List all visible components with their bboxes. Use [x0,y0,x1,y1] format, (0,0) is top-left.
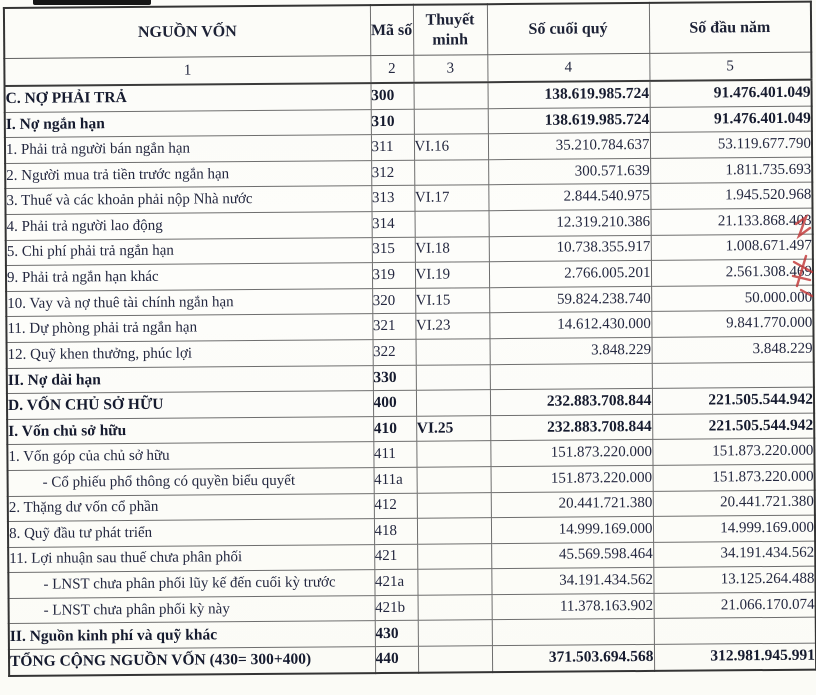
row-code: 440 [375,646,418,672]
row-end-quarter-value: 59.824.238.740 [489,286,651,313]
row-begin-year-value: 9.841.770.000 [651,310,813,337]
row-begin-year-value: 1.945.520.968 [650,183,812,210]
row-begin-year-value: 91.476.401.049 [650,106,812,133]
row-begin-year-value: 20.441.721.380 [653,490,815,517]
row-note [416,441,490,467]
row-note [415,211,489,237]
row-note [418,646,492,673]
row-begin-year-value: 151.873.220.000 [653,464,815,491]
row-note: VI.23 [415,313,489,339]
row-begin-year-value: 13.125.264.488 [653,566,815,593]
row-note [417,467,491,493]
row-end-quarter-value: 151.873.220.000 [491,465,653,492]
row-code: 421b [375,595,418,621]
row-end-quarter-value: 11.378.163.902 [492,593,654,620]
header-thuyet-minh: Thuyết minh [413,4,487,55]
row-code: 330 [373,365,416,391]
row-note: VI.25 [416,415,490,441]
row-code: 410 [373,416,416,442]
row-label: 11. Lợi nhuận sau thuế chưa phân phối [8,544,374,572]
balance-sheet-table-wrap [3,1,815,677]
row-begin-year-value: 34.191.434.562 [653,541,815,568]
row-begin-year-value: 312.981.945.991 [654,643,816,670]
row-begin-year-value: 221.505.544.942 [652,413,814,440]
row-begin-year-value: 2.561.308.469 [651,259,813,286]
row-code: 421 [374,544,417,570]
table-header-row [4,2,811,59]
row-end-quarter-value: 300.571.639 [488,158,650,185]
row-note [416,390,490,416]
row-note [418,620,492,646]
balance-sheet-table [3,1,816,677]
row-label: 2. Thặng dư vốn cổ phần [8,493,374,521]
row-end-quarter-value: 10.738.355.917 [489,235,651,262]
row-end-quarter-value [490,363,652,390]
row-end-quarter-value: 34.191.434.562 [491,568,653,595]
scan-artifact-bar [33,0,151,5]
row-note: VI.17 [414,185,488,211]
row-code: 314 [372,211,415,237]
row-note [416,339,490,365]
row-end-quarter-value: 151.873.220.000 [490,440,652,467]
row-label: 8. Quỹ đầu tư phát triển [8,519,374,547]
row-note: VI.19 [415,262,489,288]
row-label: 12. Quỹ khen thưởng, phúc lợi [7,340,373,368]
row-begin-year-value: 21.066.170.074 [654,592,816,619]
header-nguon-von: NGUỒN VỐN [4,5,370,58]
row-end-quarter-value: 138.619.985.724 [488,107,650,134]
row-label: I. Nợ ngắn hạn [5,109,371,137]
row-note: VI.16 [414,134,488,160]
row-end-quarter-value: 2.766.005.201 [489,261,651,288]
row-end-quarter-value: 35.210.784.637 [488,133,650,160]
column-index-4: 4 [487,53,649,82]
row-label: 1. Phải trả người bán ngắn hạn [5,135,371,163]
column-index-5: 5 [649,52,811,81]
row-label: II. Nguồn kinh phí và quỹ khác [9,621,375,649]
row-code: 421a [374,570,417,596]
row-begin-year-value: 3.848.229 [652,336,814,363]
column-index-1: 1 [4,56,370,86]
row-begin-year-value: 1.008.671.497 [651,234,813,261]
row-code: 311 [371,134,414,160]
row-begin-year-value: 21.133.868.403 [651,208,813,235]
row-begin-year-value: 1.811.735.693 [650,157,812,184]
row-code: 319 [372,262,415,288]
row-label: 10. Vay và nợ thuê tài chính ngắn hạn [6,288,372,316]
row-code: 412 [374,493,417,519]
row-begin-year-value: 221.505.544.942 [652,387,814,414]
header-so-cuoi-quy: Số cuối quý [487,3,649,55]
row-end-quarter-value: 45.569.598.464 [491,542,653,569]
row-label: - Cổ phiếu phổ thông có quyền biểu quyết [8,468,374,496]
row-begin-year-value [652,362,814,389]
row-begin-year-value: 50.000.000 [651,285,813,312]
row-end-quarter-value: 232.883.708.844 [490,414,652,441]
row-note [414,108,488,134]
row-label: II. Nợ dài hạn [7,365,373,393]
row-label: 2. Người mua trả tiền trước ngắn hạn [5,160,371,188]
row-label: 11. Dự phòng phải trả ngắn hạn [6,314,372,342]
row-end-quarter-value: 232.883.708.844 [490,389,652,416]
row-end-quarter-value: 20.441.721.380 [491,491,653,518]
row-end-quarter-value: 3.848.229 [490,337,652,364]
row-begin-year-value [654,618,816,645]
row-code: 322 [373,339,416,365]
row-note [414,82,488,109]
row-end-quarter-value: 2.844.540.975 [488,184,650,211]
row-label: I. Vốn chủ sở hữu [7,416,373,444]
row-note [418,595,492,621]
row-code: 430 [375,621,418,647]
row-begin-year-value: 14.999.169.000 [653,515,815,542]
row-code: 312 [371,160,414,186]
table-row [9,643,816,675]
row-code: 321 [372,314,415,340]
row-label: 1. Vốn góp của chủ sở hữu [7,442,373,470]
row-note [417,543,491,569]
row-label: 3. Thuế và các khoản phải nộp Nhà nước [5,186,371,214]
table-body [5,80,816,676]
row-label: 5. Chi phí phải trả ngắn hạn [6,237,372,265]
row-end-quarter-value: 12.319.210.386 [489,209,651,236]
row-begin-year-value: 91.476.401.049 [649,80,811,107]
row-end-quarter-value: 371.503.694.568 [492,644,654,671]
row-note [417,518,491,544]
header-ma-so: Mã số [370,5,413,56]
row-end-quarter-value [492,619,654,646]
row-code: 320 [372,288,415,314]
row-code: 400 [373,390,416,416]
row-label: - LNST chưa phân phối lũy kế đến cuối kỳ trước [8,570,374,598]
row-end-quarter-value: 138.619.985.724 [488,81,650,108]
row-note: VI.15 [415,287,489,313]
row-code: 418 [374,518,417,544]
row-code: 411 [373,442,416,468]
row-end-quarter-value: 14.999.169.000 [491,517,653,544]
row-code: 300 [371,83,414,109]
row-label: 4. Phải trả người lao động [6,212,372,240]
row-label: TỔNG CỘNG NGUỒN VỐN (430= 300+400) [9,647,375,676]
row-code: 411a [374,467,417,493]
row-code: 315 [372,237,415,263]
row-code: 313 [371,186,414,212]
column-index-3: 3 [413,55,487,83]
row-label: - LNST chưa phân phối kỳ này [9,595,375,623]
row-code: 310 [371,109,414,135]
row-begin-year-value: 53.119.677.790 [650,131,812,158]
column-index-2: 2 [370,55,413,83]
row-end-quarter-value: 14.612.430.000 [489,312,651,339]
row-label: C. NỢ PHẢI TRẢ [5,83,371,112]
row-note: VI.18 [415,236,489,262]
row-begin-year-value: 151.873.220.000 [652,438,814,465]
row-label: D. VỐN CHỦ SỞ HỮU [7,391,373,419]
header-so-dau-nam: Số đầu năm [649,2,811,54]
row-note [417,492,491,518]
row-note [414,159,488,185]
row-note [416,364,490,390]
row-note [417,569,491,595]
row-label: 9. Phải trả ngắn hạn khác [6,263,372,291]
